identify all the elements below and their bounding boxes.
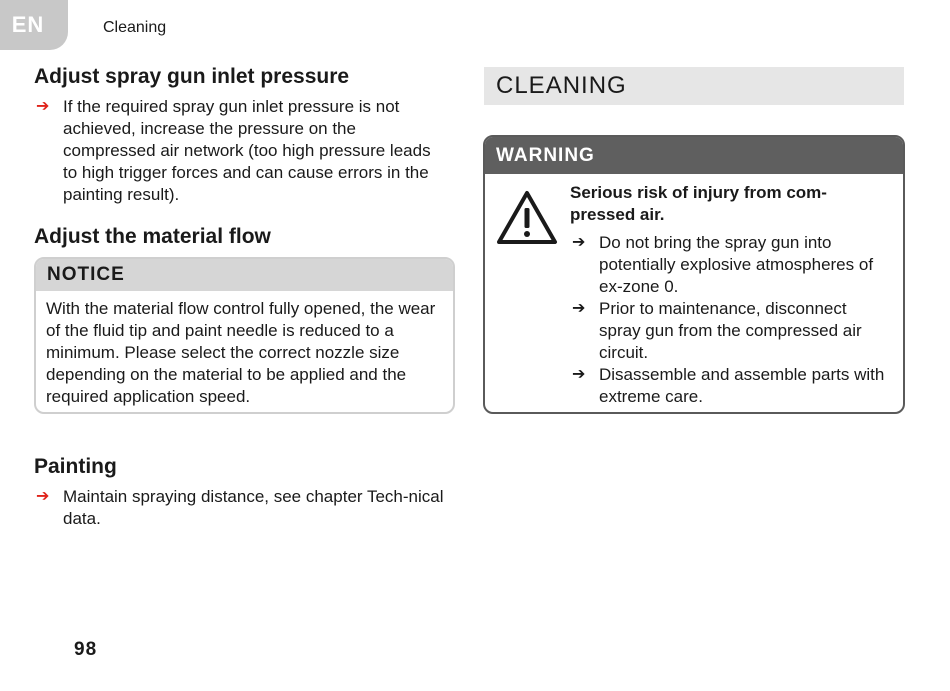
heading-inlet-pressure: Adjust spray gun inlet pressure <box>34 65 350 88</box>
warning-box <box>483 135 905 414</box>
notice-label: NOTICE <box>36 259 453 291</box>
list-item-text: If the required spray gun inlet pressure is not achieved, increase the pressure on the compressed air network (too high pressure leads to high trigger forces and can cause errors in the painting result). <box>63 97 431 204</box>
notice-box <box>34 257 455 414</box>
list-item-text: Maintain spraying distance, see chapter Tech-nical data. <box>63 487 444 528</box>
list-item <box>34 96 444 206</box>
inlet-pressure-list <box>34 96 444 206</box>
warning-label: WARNING <box>485 137 903 174</box>
warning-triangle-icon <box>495 189 559 247</box>
page-number: 98 <box>74 639 98 660</box>
list-item-text: Disassemble and assemble parts with extreme care. <box>599 365 885 406</box>
warning-title: Serious risk of injury from com-pressed air. <box>570 183 827 224</box>
warning-list <box>570 232 890 408</box>
list-item <box>570 298 890 364</box>
list-item <box>570 232 890 298</box>
heading-painting: Painting <box>34 455 117 478</box>
painting-list <box>34 486 454 530</box>
list-item-text: Do not bring the spray gun into potentially explosive atmospheres of ex-zone 0. <box>599 233 874 296</box>
notice-text: With the material flow control fully opened, the wear of the fluid tip and paint needle is reduced to a minimum. Please select the correct nozzle size depending on the material to be applied and the required application speed. <box>46 299 436 406</box>
arrow-right-icon: ➔ <box>36 98 50 115</box>
arrow-right-icon: ➔ <box>572 300 586 317</box>
arrow-right-icon: ➔ <box>36 488 50 505</box>
list-item <box>34 486 454 530</box>
heading-material-flow: Adjust the material flow <box>34 225 271 248</box>
language-tab <box>0 0 68 50</box>
language-label: EN <box>11 12 45 37</box>
arrow-right-icon: ➔ <box>572 366 586 383</box>
list-item <box>570 364 890 408</box>
arrow-right-icon: ➔ <box>572 234 586 251</box>
running-header: Cleaning <box>103 19 167 36</box>
chapter-title: CLEANING <box>484 67 904 105</box>
list-item-text: Prior to maintenance, disconnect spray gun from the compressed air circuit. <box>599 299 862 362</box>
